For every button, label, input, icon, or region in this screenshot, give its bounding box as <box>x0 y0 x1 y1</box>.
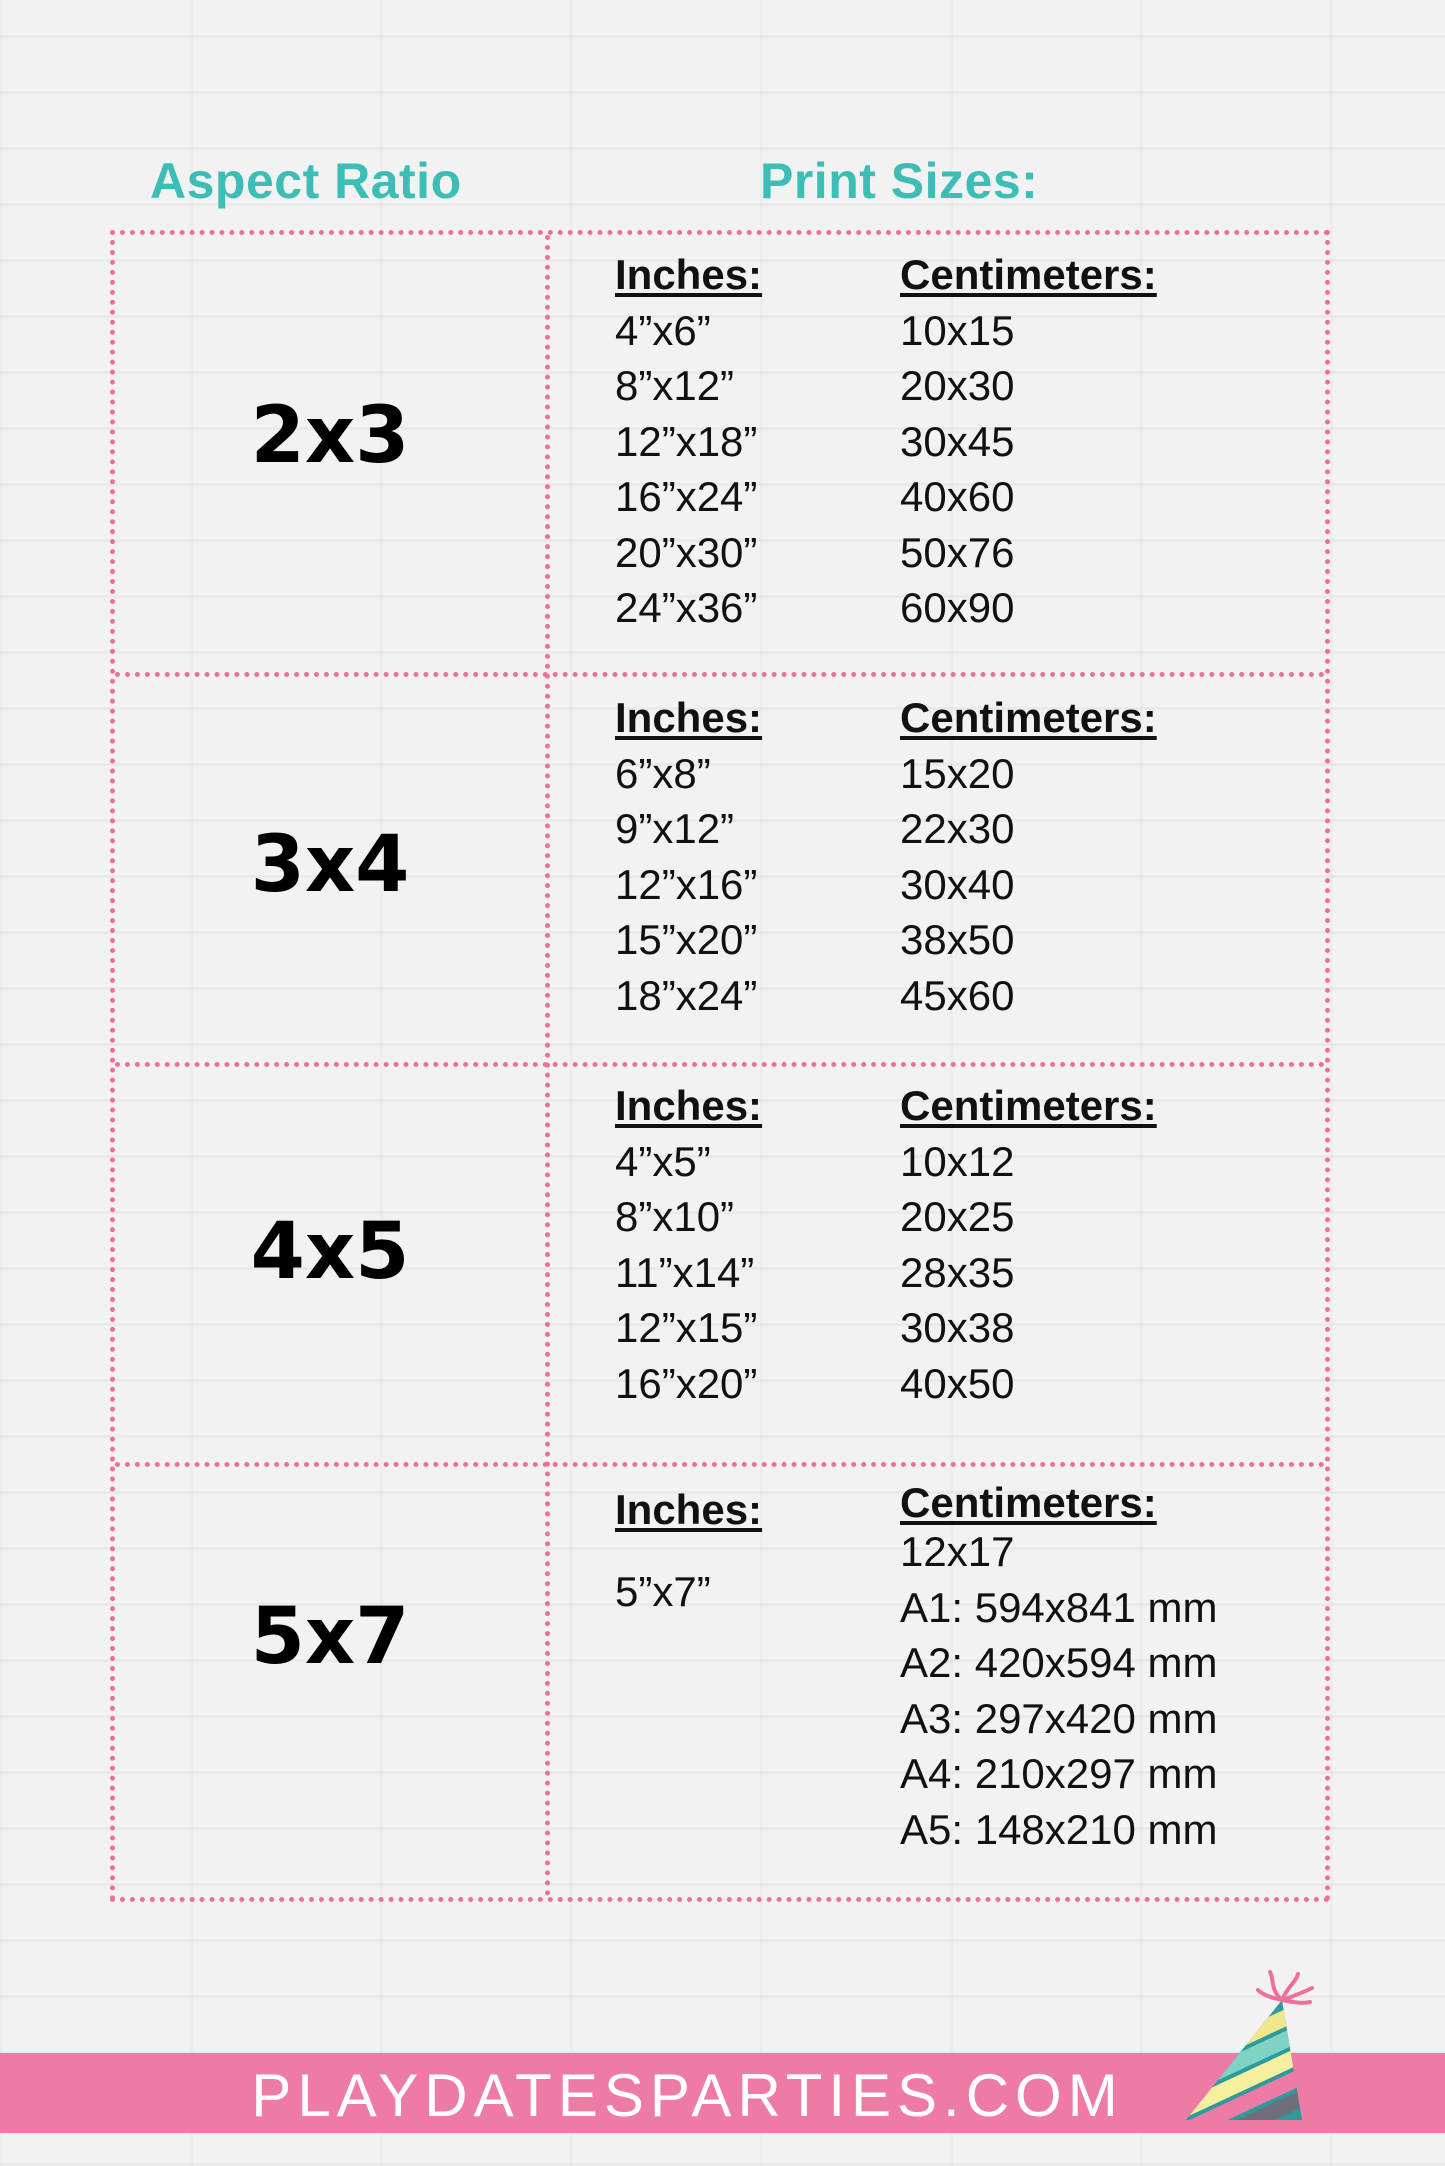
centimeters-column <box>900 690 1157 1023</box>
row-divider <box>115 1062 1325 1067</box>
row-divider <box>115 1462 1325 1467</box>
size-cm: 30x45 <box>900 417 1015 465</box>
ratio-label: 2x3 <box>250 391 410 481</box>
size-table <box>110 230 1330 1902</box>
size-cm: 15x20 <box>900 749 1015 797</box>
size-inches: 12”x15” <box>615 1304 758 1351</box>
size-cm: 60x90 <box>900 584 1015 631</box>
row-divider <box>115 672 1325 677</box>
inches-column <box>615 1078 762 1411</box>
inches-column <box>615 690 762 1023</box>
size-cm: 28x35 <box>900 1248 1015 1296</box>
size-cm: 20x25 <box>900 1193 1015 1240</box>
size-cm: 22x30 <box>900 805 1015 852</box>
aspect-ratio-header: Aspect Ratio <box>150 153 462 209</box>
size-cm: 20x30 <box>900 362 1015 409</box>
size-cm: 38x50 <box>900 916 1015 963</box>
size-inches: 4”x6” <box>615 306 711 354</box>
size-cm: A3: 297x420 mm <box>900 1694 1218 1742</box>
size-inches: 12”x16” <box>615 860 758 908</box>
centimeters-heading: Centimeters: <box>900 251 1157 298</box>
print-sizes-header: Print Sizes: <box>760 153 1039 209</box>
site-url: PLAYDATESPARTIES.COM <box>251 2062 1124 2129</box>
size-inches: 8”x12” <box>615 362 735 409</box>
inches-column <box>615 247 762 636</box>
centimeters-heading: Centimeters: <box>900 694 1157 741</box>
size-cm: 40x50 <box>900 1359 1015 1407</box>
inches-heading: Inches: <box>615 1486 763 1533</box>
inches-heading: Inches: <box>615 251 763 298</box>
centimeters-heading: Centimeters: <box>900 1082 1157 1129</box>
size-inches: 15”x20” <box>615 916 758 963</box>
size-inches: 8”x10” <box>615 1193 735 1240</box>
centimeters-column <box>900 1078 1157 1411</box>
ratio-label: 4x5 <box>250 1207 410 1297</box>
centimeters-column <box>900 247 1157 636</box>
inches-heading: Inches: <box>615 694 763 741</box>
size-inches: 4”x5” <box>615 1137 711 1185</box>
ratio-label: 3x4 <box>250 820 410 910</box>
size-inches: 18”x24” <box>615 971 758 1019</box>
size-inches: 5”x7” <box>615 1567 711 1615</box>
size-cm: 45x60 <box>900 971 1015 1019</box>
size-cm: 50x76 <box>900 528 1015 576</box>
party-hat-icon <box>1170 1970 1320 2130</box>
centimeters-column <box>900 1479 1218 1857</box>
size-inches: 16”x24” <box>615 473 758 520</box>
size-cm: 12x17 <box>900 1528 1015 1575</box>
size-cm: A5: 148x210 mm <box>900 1805 1218 1853</box>
size-cm: A4: 210x297 mm <box>900 1750 1218 1797</box>
size-cm: A2: 420x594 mm <box>900 1639 1218 1686</box>
size-cm: 10x12 <box>900 1137 1015 1185</box>
size-inches: 6”x8” <box>615 749 711 797</box>
ratio-label: 5x7 <box>250 1592 410 1682</box>
size-inches: 20”x30” <box>615 528 758 576</box>
size-cm: 30x38 <box>900 1304 1015 1351</box>
size-cm: 40x60 <box>900 473 1015 520</box>
inches-heading: Inches: <box>615 1082 763 1129</box>
inches-column <box>615 1482 762 1619</box>
size-inches: 12”x18” <box>615 417 758 465</box>
size-cm: A1: 594x841 mm <box>900 1583 1218 1631</box>
size-inches: 11”x14” <box>615 1248 755 1296</box>
size-inches: 24”x36” <box>615 584 758 631</box>
size-cm: 10x15 <box>900 306 1015 354</box>
size-cm: 30x40 <box>900 860 1015 908</box>
size-inches: 9”x12” <box>615 805 735 852</box>
size-inches: 16”x20” <box>615 1359 758 1407</box>
centimeters-heading: Centimeters: <box>900 1479 1157 1526</box>
